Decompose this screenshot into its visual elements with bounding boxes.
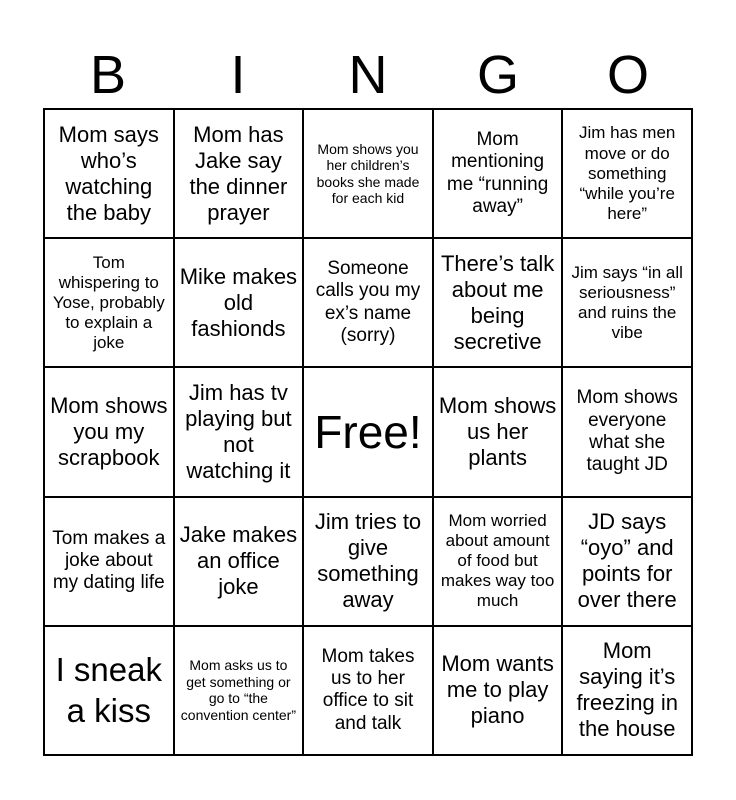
cell-text: Jim has men move or do something “while you’re here” <box>579 123 676 223</box>
bingo-cell[interactable] <box>562 109 692 238</box>
bingo-cell[interactable] <box>44 238 174 367</box>
bingo-cell[interactable] <box>303 109 433 238</box>
header-letter-b: B <box>89 45 127 105</box>
cell-text: Mom shows you her children’s books she made for each kid <box>316 140 420 207</box>
cell-text: Mom shows everyone what she taught JD <box>576 387 678 476</box>
cell-text: Mom saying it’s freezing in the house <box>576 638 678 742</box>
bingo-cell[interactable] <box>44 626 174 755</box>
cell-text: Jim has tv playing but not watching it <box>185 380 292 483</box>
cell-text: JD says “oyo” and points for over there <box>577 509 677 613</box>
bingo-cell[interactable] <box>562 367 692 496</box>
cell-text: Mom worried about amount of food but makes way too much <box>440 511 555 611</box>
cell-text: Mom shows us her plants <box>438 393 557 470</box>
bingo-cell[interactable] <box>303 497 433 626</box>
bingo-cell[interactable] <box>174 238 304 367</box>
bingo-cell[interactable] <box>44 109 174 238</box>
cell-text: Tom whispering to Yose, probably to explain a joke <box>52 252 165 352</box>
cell-text: Jake makes an office joke <box>179 522 298 600</box>
bingo-cell[interactable] <box>174 109 304 238</box>
bingo-cell[interactable] <box>174 367 304 496</box>
bingo-cell[interactable] <box>433 497 563 626</box>
cell-text: Someone calls you my ex’s name (sorry) <box>315 257 421 347</box>
free-space-cell[interactable] <box>303 367 433 496</box>
cell-text: Mom takes us to her office to sit and talk <box>321 645 415 734</box>
cell-text: Mom shows you my scrapbook <box>50 393 168 470</box>
header-letter-o: O <box>606 45 649 105</box>
cell-text: Mike makes old fashionds <box>179 263 298 341</box>
header-letter-g: G <box>476 45 519 105</box>
cell-text: Free! <box>314 405 422 458</box>
cell-text: Mom says who’s watching the baby <box>58 121 159 225</box>
cell-text: Mom wants me to play piano <box>441 651 554 729</box>
bingo-cell[interactable] <box>433 626 563 755</box>
cell-text: Mom mentioning me “running away” <box>446 128 549 217</box>
bingo-cell[interactable] <box>44 497 174 626</box>
cell-text: Tom makes a joke about my dating life <box>52 527 166 594</box>
bingo-cell[interactable] <box>433 109 563 238</box>
bingo-cell[interactable] <box>174 626 304 755</box>
bingo-cell[interactable] <box>44 367 174 496</box>
header-letter-i: I <box>230 45 246 105</box>
bingo-header <box>43 44 693 106</box>
bingo-cell[interactable] <box>433 238 563 367</box>
cell-text: Jim says “in all seriousness” and ruins the vibe <box>571 262 683 342</box>
cell-text: Jim tries to give something away <box>314 509 422 613</box>
header-letter-n: N <box>348 45 388 105</box>
bingo-cell[interactable] <box>562 497 692 626</box>
cell-text: Mom has Jake say the dinner prayer <box>189 121 288 225</box>
bingo-cell[interactable] <box>433 367 563 496</box>
cell-text: I sneak a kiss <box>55 651 162 730</box>
cell-text: There’s talk about me being secretive <box>440 250 555 354</box>
bingo-board <box>43 108 693 756</box>
bingo-cell[interactable] <box>303 238 433 367</box>
bingo-cell[interactable] <box>174 497 304 626</box>
bingo-cell[interactable] <box>562 238 692 367</box>
bingo-cell[interactable] <box>303 626 433 755</box>
bingo-cell[interactable] <box>562 626 692 755</box>
cell-text: Mom asks us to get something or go to “the convention center” <box>180 657 296 723</box>
